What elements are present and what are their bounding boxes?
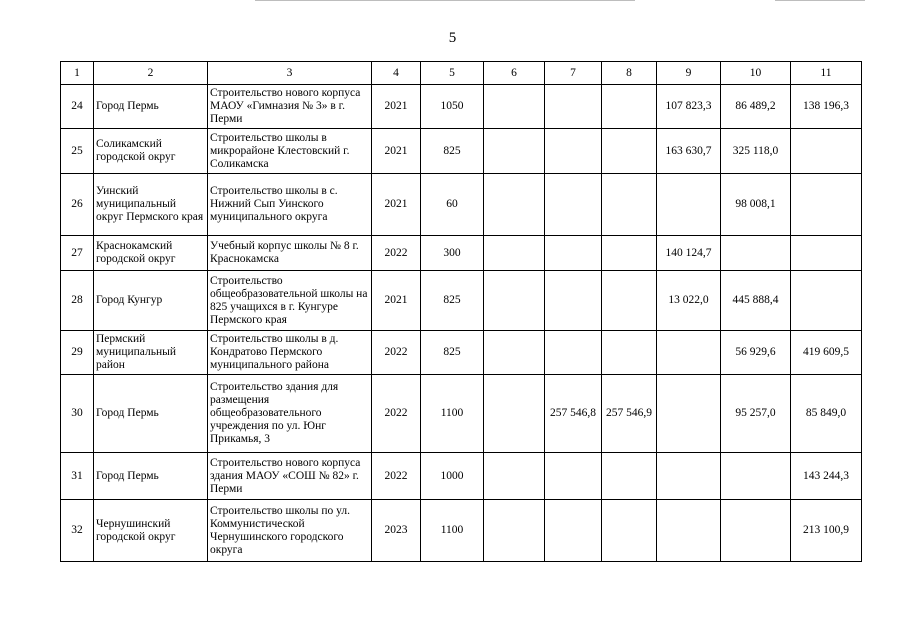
amount-cell	[657, 453, 721, 500]
col-header: 4	[372, 62, 421, 85]
amount-cell	[657, 331, 721, 375]
amount-cell: 257 546,8	[545, 375, 602, 453]
top-rule-right	[775, 0, 865, 1]
municipality-cell: Город Пермь	[94, 85, 208, 129]
project-name-cell: Строительство школы в д. Кондратово Пермского муниципального района	[208, 331, 372, 375]
amount-cell	[602, 271, 657, 331]
capacity-cell: 60	[421, 174, 484, 236]
amount-cell	[721, 500, 791, 562]
amount-cell	[545, 500, 602, 562]
amount-cell	[602, 236, 657, 271]
table-row	[61, 453, 862, 500]
amount-cell	[545, 236, 602, 271]
table-row	[61, 174, 862, 236]
data-table	[60, 61, 862, 562]
table-row	[61, 331, 862, 375]
table-row	[61, 129, 862, 174]
year-cell: 2021	[372, 129, 421, 174]
amount-cell	[484, 85, 545, 129]
amount-cell: 95 257,0	[721, 375, 791, 453]
amount-cell: 85 849,0	[791, 375, 862, 453]
row-number-cell: 32	[61, 500, 94, 562]
table-row	[61, 375, 862, 453]
project-name-cell: Строительство школы по ул. Коммунистической Чернушинского городского округа	[208, 500, 372, 562]
col-header: 3	[208, 62, 372, 85]
amount-cell	[657, 500, 721, 562]
amount-cell: 138 196,3	[791, 85, 862, 129]
row-number-cell: 24	[61, 85, 94, 129]
amount-cell	[602, 331, 657, 375]
row-number-cell: 30	[61, 375, 94, 453]
municipality-cell: Краснокамский городской округ	[94, 236, 208, 271]
amount-cell	[545, 453, 602, 500]
year-cell: 2022	[372, 375, 421, 453]
table-row	[61, 85, 862, 129]
municipality-cell: Соликамский городской округ	[94, 129, 208, 174]
amount-cell	[791, 271, 862, 331]
amount-cell	[602, 453, 657, 500]
amount-cell	[484, 453, 545, 500]
col-header: 2	[94, 62, 208, 85]
municipality-cell: Город Кунгур	[94, 271, 208, 331]
amount-cell	[484, 375, 545, 453]
amount-cell	[602, 500, 657, 562]
capacity-cell: 1100	[421, 500, 484, 562]
table-row	[61, 271, 862, 331]
amount-cell	[602, 174, 657, 236]
amount-cell	[484, 331, 545, 375]
amount-cell: 143 244,3	[791, 453, 862, 500]
amount-cell: 445 888,4	[721, 271, 791, 331]
year-cell: 2023	[372, 500, 421, 562]
capacity-cell: 300	[421, 236, 484, 271]
amount-cell	[484, 271, 545, 331]
amount-cell: 140 124,7	[657, 236, 721, 271]
municipality-cell: Город Пермь	[94, 453, 208, 500]
amount-cell	[484, 174, 545, 236]
year-cell: 2022	[372, 331, 421, 375]
amount-cell	[484, 129, 545, 174]
amount-cell	[791, 236, 862, 271]
top-rule-left	[255, 0, 635, 1]
amount-cell: 163 630,7	[657, 129, 721, 174]
amount-cell	[545, 271, 602, 331]
amount-cell	[791, 174, 862, 236]
row-number-cell: 25	[61, 129, 94, 174]
municipality-cell: Уинский муниципальный округ Пермского края	[94, 174, 208, 236]
header-row	[61, 62, 862, 85]
col-header: 11	[791, 62, 862, 85]
col-header: 9	[657, 62, 721, 85]
amount-cell	[721, 236, 791, 271]
amount-cell	[484, 236, 545, 271]
project-name-cell: Строительство нового корпуса МАОУ «Гимназия № 3» в г. Перми	[208, 85, 372, 129]
amount-cell	[791, 129, 862, 174]
project-name-cell: Строительство школы в с. Нижний Сып Уинского муниципального округа	[208, 174, 372, 236]
capacity-cell: 1050	[421, 85, 484, 129]
project-name-cell: Строительство школы в микрорайоне Клестовский г. Соликамска	[208, 129, 372, 174]
amount-cell: 98 008,1	[721, 174, 791, 236]
row-number-cell: 27	[61, 236, 94, 271]
amount-cell	[602, 129, 657, 174]
row-number-cell: 28	[61, 271, 94, 331]
col-header: 1	[61, 62, 94, 85]
amount-cell: 13 022,0	[657, 271, 721, 331]
amount-cell	[657, 174, 721, 236]
row-number-cell: 31	[61, 453, 94, 500]
amount-cell: 257 546,9	[602, 375, 657, 453]
project-name-cell: Строительство общеобразовательной школы на 825 учащихся в г. Кунгуре Пермского края	[208, 271, 372, 331]
year-cell: 2022	[372, 236, 421, 271]
year-cell: 2021	[372, 85, 421, 129]
row-number-cell: 26	[61, 174, 94, 236]
amount-cell: 419 609,5	[791, 331, 862, 375]
capacity-cell: 825	[421, 271, 484, 331]
amount-cell: 107 823,3	[657, 85, 721, 129]
amount-cell: 213 100,9	[791, 500, 862, 562]
municipality-cell: Чернушинский городской округ	[94, 500, 208, 562]
amount-cell: 56 929,6	[721, 331, 791, 375]
amount-cell	[484, 500, 545, 562]
amount-cell	[545, 85, 602, 129]
project-name-cell: Строительство нового корпуса здания МАОУ «СОШ № 82» г. Перми	[208, 453, 372, 500]
table-row	[61, 500, 862, 562]
capacity-cell: 825	[421, 331, 484, 375]
col-header: 7	[545, 62, 602, 85]
amount-cell	[545, 129, 602, 174]
table-row	[61, 236, 862, 271]
project-name-cell: Учебный корпус школы № 8 г. Краснокамска	[208, 236, 372, 271]
year-cell: 2021	[372, 174, 421, 236]
capacity-cell: 825	[421, 129, 484, 174]
col-header: 8	[602, 62, 657, 85]
amount-cell	[657, 375, 721, 453]
amount-cell	[602, 85, 657, 129]
row-number-cell: 29	[61, 331, 94, 375]
project-name-cell: Строительство здания для размещения общеобразовательного учреждения по ул. Юнг Прикамья, 3	[208, 375, 372, 453]
municipality-cell: Пермский муниципальный район	[94, 331, 208, 375]
amount-cell	[545, 331, 602, 375]
col-header: 10	[721, 62, 791, 85]
page-number: 5	[448, 30, 457, 46]
col-header: 6	[484, 62, 545, 85]
amount-cell	[721, 453, 791, 500]
amount-cell: 86 489,2	[721, 85, 791, 129]
amount-cell	[545, 174, 602, 236]
municipality-cell: Город Пермь	[94, 375, 208, 453]
capacity-cell: 1100	[421, 375, 484, 453]
amount-cell: 325 118,0	[721, 129, 791, 174]
capacity-cell: 1000	[421, 453, 484, 500]
year-cell: 2021	[372, 271, 421, 331]
col-header: 5	[421, 62, 484, 85]
year-cell: 2022	[372, 453, 421, 500]
